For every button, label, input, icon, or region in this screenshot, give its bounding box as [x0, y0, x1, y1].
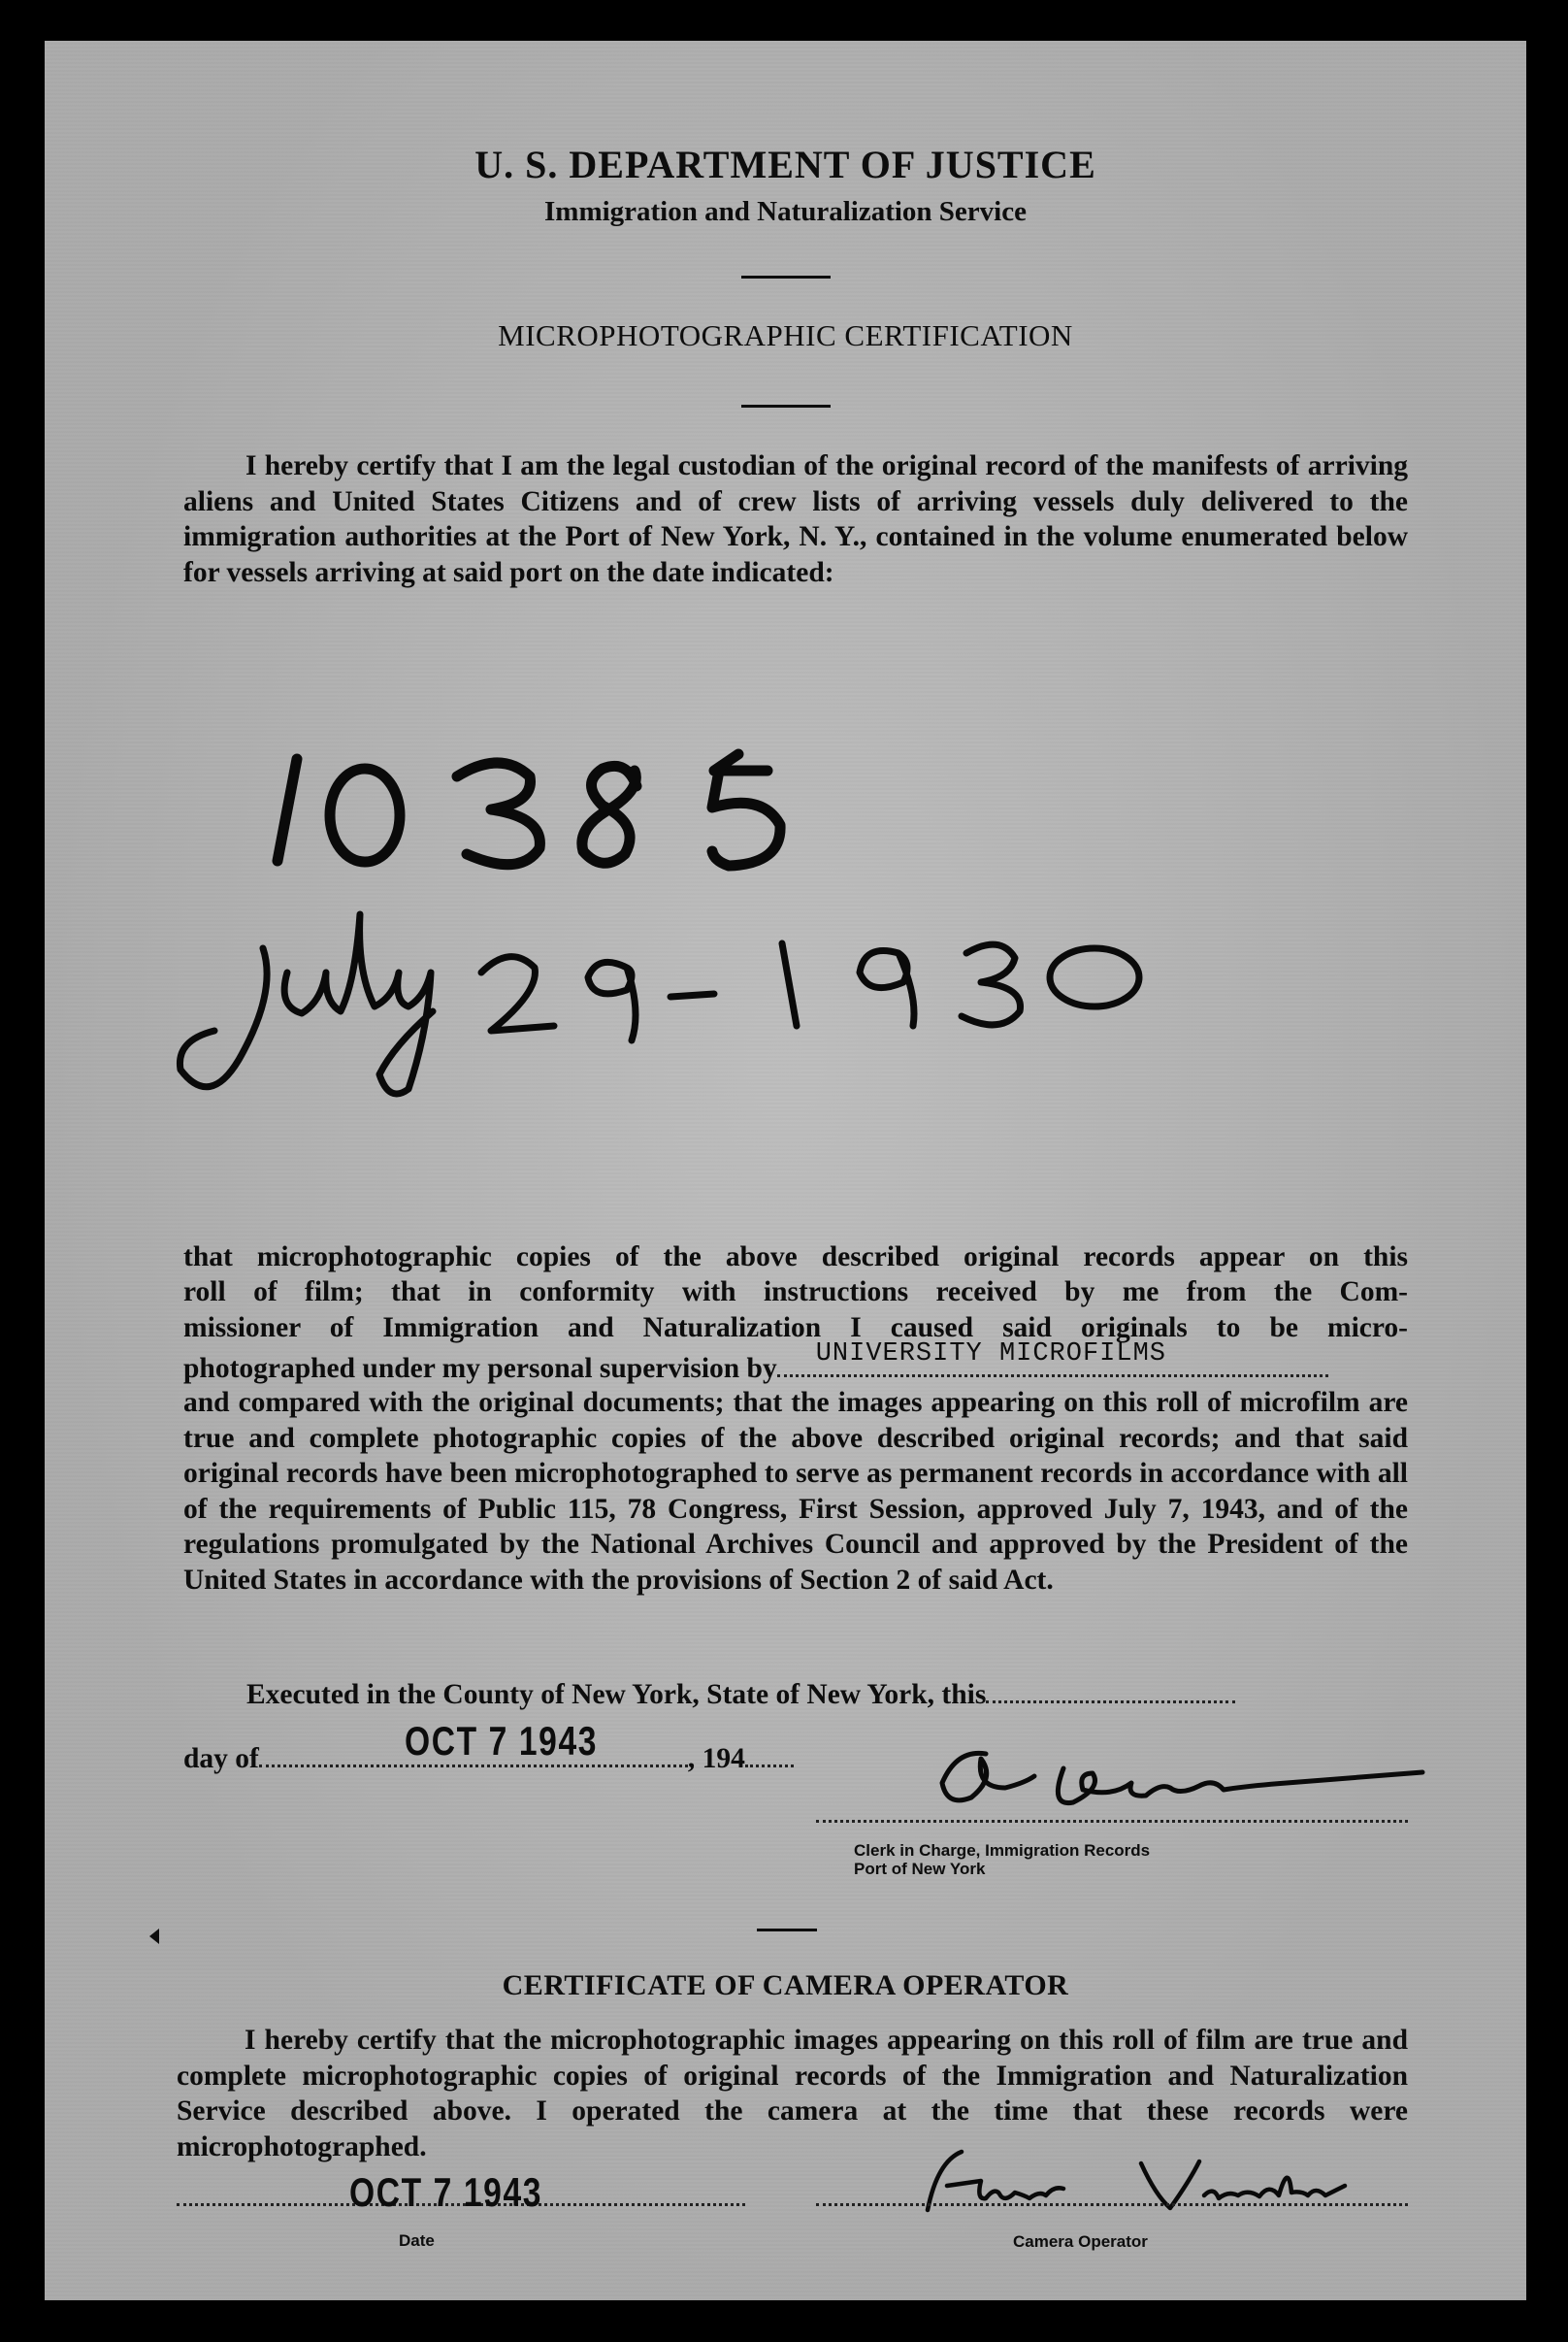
year-field: [745, 1765, 794, 1767]
clerk-signature-line: [816, 1820, 1408, 1823]
operator-signature: [879, 2142, 1442, 2220]
supervisor-field: [777, 1339, 1328, 1377]
day-field: [986, 1700, 1235, 1703]
supervisor-typed: UNIVERSITY MICROFILMS: [815, 1339, 1166, 1369]
margin-mark: [149, 1929, 159, 1944]
handwriting-stroke: [330, 769, 400, 862]
body-line: that microphotographic copies of the above described original records appear on this: [183, 1241, 1408, 1272]
handwriting-stroke: [457, 763, 539, 865]
certification-title: MICROPHOTOGRAPHIC CERTIFICATION: [498, 318, 1073, 352]
handwriting-stroke: [582, 766, 637, 863]
executed-text: Executed in the County of New York, State of New York, this: [246, 1679, 987, 1710]
operator-signature-line: [816, 2203, 1408, 2206]
supervision-label: photographed under my personal supervision by: [183, 1353, 777, 1384]
handwritten-entry: [45, 662, 1526, 1128]
body-line: missioner of Immigration and Naturalization I caused said originals to be micro-: [183, 1312, 1408, 1343]
camera-operator-paragraph: I hereby certify that the microphotographic images appearing on this roll of film are true and complete microphotographic copies of original records of the Immigration and Naturalization Service described above. I operated the camera at the time that these records were microphotographed.: [177, 2025, 1408, 2162]
handwriting-stroke: [180, 948, 267, 1087]
service-subheading: Immigration and Naturalization Service: [544, 196, 1027, 227]
handwriting-stroke: [860, 951, 914, 1027]
divider: [741, 405, 831, 408]
executed-line: [246, 1679, 1408, 1711]
handwriting-stroke: [782, 943, 797, 1026]
signature-stroke: [1058, 1768, 1422, 1803]
day-of-label: day of: [183, 1743, 259, 1774]
divider: [757, 1929, 817, 1931]
handwriting-stroke: [278, 759, 297, 861]
handwriting-stroke: [712, 771, 780, 866]
clerk-title: [854, 1841, 1150, 1878]
date-field: [259, 1718, 688, 1767]
certificate-sheet: [45, 41, 1526, 2300]
department-heading: U. S. DEPARTMENT OF JUSTICE: [474, 143, 1096, 186]
handwriting-stroke: [670, 994, 714, 997]
handwriting-stroke: [284, 914, 433, 1094]
camera-operator-label: Camera Operator: [1013, 2232, 1148, 2251]
year-label: , 194: [687, 1743, 745, 1774]
handwriting-stroke: [1050, 948, 1139, 1006]
signature-stroke: [942, 1753, 1034, 1799]
date-label: Date: [399, 2231, 435, 2250]
signature-stroke: [1141, 2161, 1345, 2208]
supervision-line: [183, 1339, 1408, 1385]
camera-operator-heading: CERTIFICATE OF CAMERA OPERATOR: [502, 1969, 1069, 2001]
handwriting-stroke: [962, 944, 1021, 1025]
stamped-date: OCT 7 1943: [404, 1718, 598, 1764]
signature-stroke: [928, 2152, 1063, 2210]
clerk-title-line1: Clerk in Charge, Immigration Records: [854, 1841, 1151, 1860]
body-paragraph: and compared with the original documents; that the images appearing on this roll of microfilm are true and complete photographic copies of the above described original records; and that said original records have been microphotographed to serve as permanent records in accordance with all of the requirements of Public 115, 78 Congress, First Session, approved July 7, 1943, and of the regulations promulgated by the National Archives Council and approved by the President of the United States in accordance with the provisions of Section 2 of said Act.: [183, 1387, 1408, 1596]
intro-paragraph: I hereby certify that I am the legal custodian of the original record of the manifests of arriving aliens and United States Citizens and of crew lists of arriving vessels duly delivered to the immigration authorities at the Port of New York, N. Y., contained in the volume enumerated below for vessels arriving at said port on the date indicated:: [183, 450, 1408, 588]
body-line: roll of film; that in conformity with instructions received by me from the Com-: [183, 1276, 1408, 1307]
clerk-title-line2: Port of New York: [854, 1860, 986, 1878]
handwriting-stroke: [588, 962, 636, 1040]
operator-stamped-date: OCT 7 1943: [349, 2169, 543, 2215]
divider: [741, 276, 831, 279]
handwriting-stroke: [481, 957, 554, 1031]
